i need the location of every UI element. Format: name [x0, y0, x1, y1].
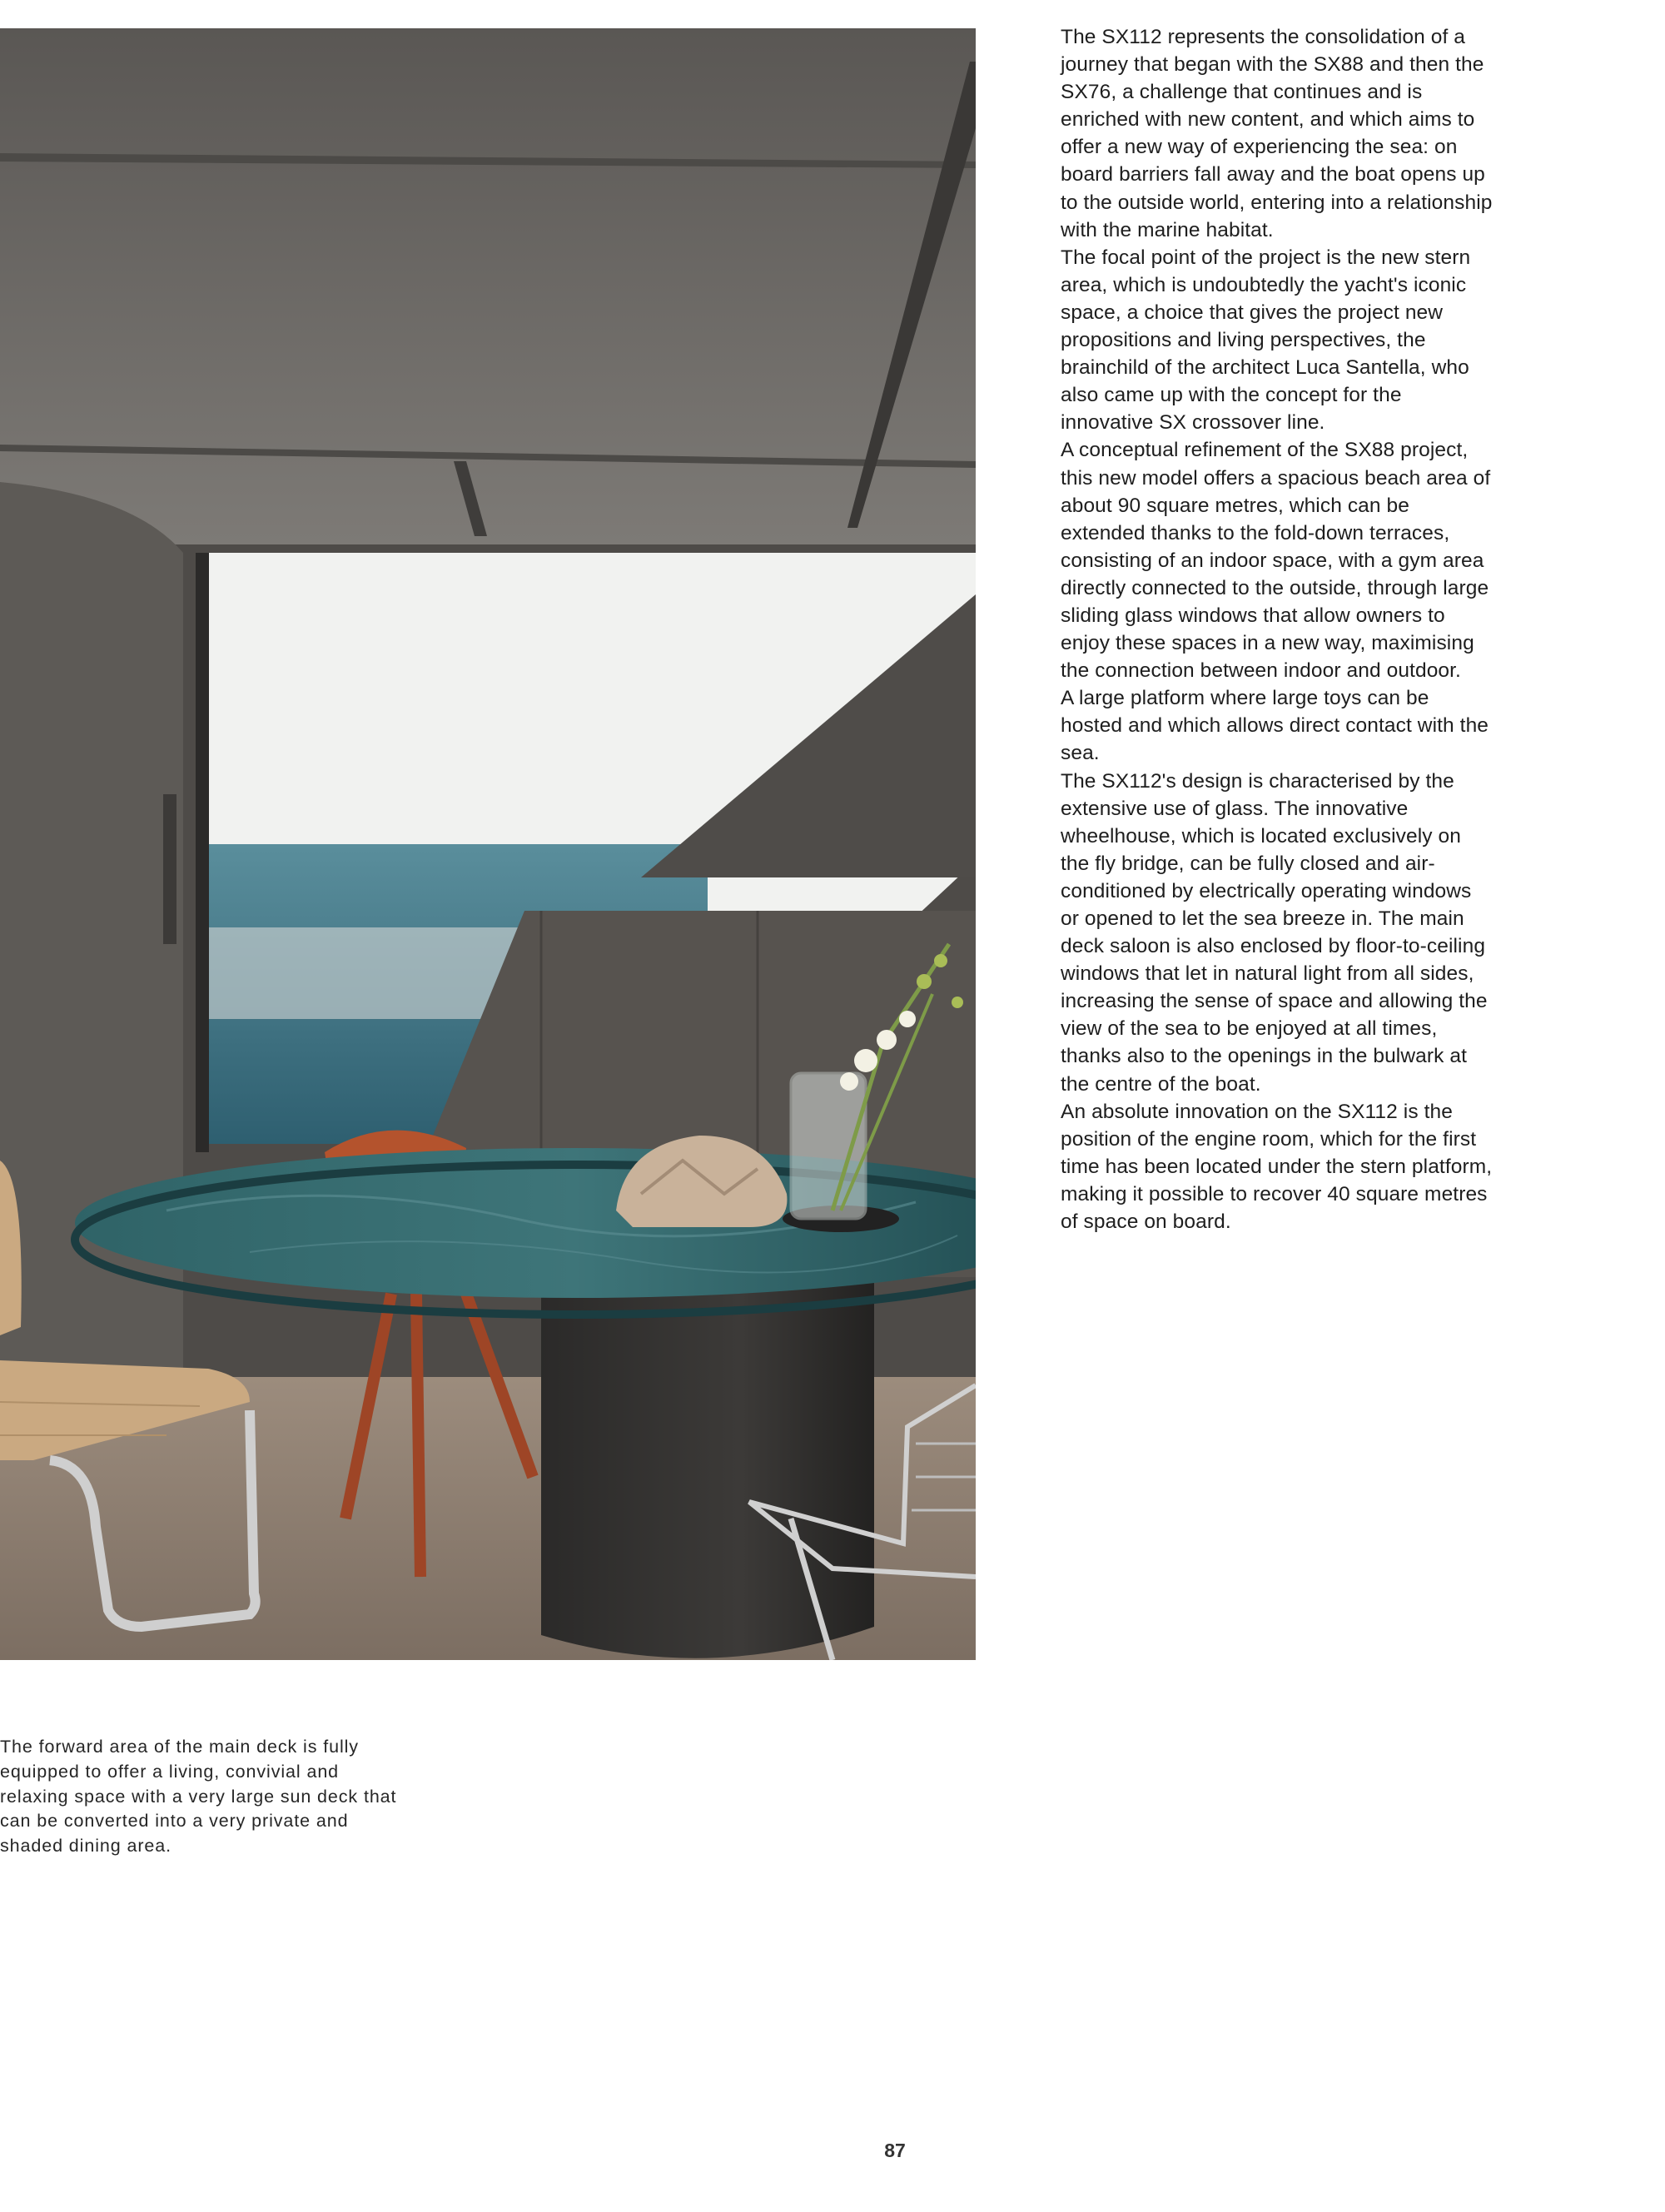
article-paragraph: An absolute innovation on the SX112 is the position of the engine room, which for the first time has been located under the stern platform, making it possible to recover 40 square metres of space on board. — [1061, 1100, 1493, 1234]
page-number: 87 — [884, 2140, 906, 2161]
photo-illustration — [0, 28, 976, 1660]
window-frame — [196, 553, 209, 1152]
article-paragraph: The focal point of the project is the new stern area, which is undoubtedly the yacht's iconic space, a choice that gives the project new propositions and living perspectives, the brainchild of the architect Luca Santella, who also came up with the concept for the innovative SX crossover line. — [1061, 246, 1471, 435]
article-paragraph: A large platform where large toys can be hosted and which allows direct contact with the sea. — [1061, 687, 1489, 765]
article-body — [1061, 23, 1494, 1235]
yacht-interior-photo — [0, 28, 976, 1660]
glass-vase — [791, 1073, 866, 1219]
article-paragraph: A conceptual refinement of the SX88 project, this new model offers a spacious beach area of about 90 square metres, which can be extended thanks to the fold-down terraces, consisting of an indoor space, with a gym area directly connected to the outside, through large sliding glass windows that allow owners to enjoy these spaces in a new way, maximising the connection between indoor and outdoor. — [1061, 439, 1491, 683]
ceiling — [0, 28, 976, 544]
table-pedestal — [541, 1277, 874, 1658]
article-paragraph: The SX112 represents the consolidation of a journey that began with the SX88 and then the SX76, a challenge that continues and is enriched with new content, and which aims to offer a new way of experiencing the sea: on board barriers fall away and the boat opens up to the outside world, entering into a relationship with the marine habitat. — [1061, 26, 1493, 241]
curved-column — [0, 482, 183, 1444]
photo-caption: The forward area of the main deck is fully equipped to offer a living, convivial and relaxing space with a very large sun deck that can be converted into a very private and shaded dining area. — [0, 1737, 397, 1857]
article-paragraph: The SX112's design is characterised by the extensive use of glass. The innovative wheelhouse, which is located exclusively on the fly bridge, can be fully closed and air-conditioned by electrically operating windows or opened to let the sea breeze in. The main deck saloon is also enclosed by floor-to-ceiling windows that let in natural light from all sides, increasing the sense of space and allowing the view of the sea to be enjoyed at all times, thanks also to the openings in the bulwark at the centre of the boat. — [1061, 769, 1488, 1096]
